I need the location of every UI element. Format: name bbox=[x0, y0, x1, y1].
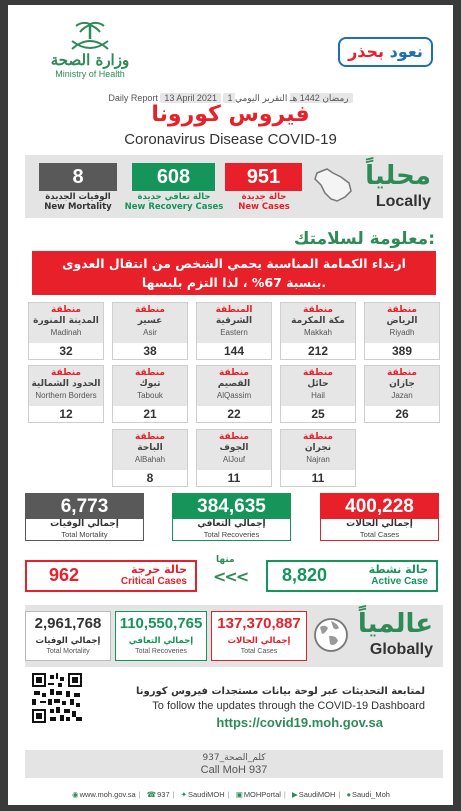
active-cases-label-ar: حالة نشطة bbox=[368, 563, 428, 576]
footer-contacts: ◉www.moh.gov.sa | ☎937 | ✦SaudiMOH | ▣MOHPortal | ▶SaudiMOH | ●Saudi_Moh bbox=[72, 790, 390, 799]
region-prefix: منطقة bbox=[387, 368, 417, 378]
footer-portal[interactable]: MOHPortal bbox=[243, 790, 281, 799]
region-name-en: AlBahah bbox=[134, 455, 166, 464]
page-title-ar: فيروس كورونا bbox=[151, 102, 310, 127]
region-header bbox=[197, 430, 271, 470]
total-recoveries-value: 384,635 bbox=[173, 494, 290, 519]
new-mortality-value: 8 bbox=[39, 163, 117, 191]
total-recoveries-box bbox=[172, 493, 291, 541]
region-card bbox=[280, 429, 356, 487]
region-name-ar: القصيم bbox=[217, 379, 251, 389]
globe-icon bbox=[311, 614, 351, 656]
region-name-en: Northern Borders bbox=[35, 391, 97, 400]
region-header bbox=[197, 366, 271, 406]
region-card bbox=[28, 302, 104, 360]
new-mortality-caption bbox=[29, 192, 127, 212]
critical-cases-label bbox=[121, 564, 187, 587]
region-name-ar: تبوك bbox=[139, 379, 161, 389]
new-mortality-label-en: New Mortality bbox=[44, 202, 112, 212]
safety-banner-line1: ارتداء الكمامة المناسبة يحمي الشخص من انتقال العدوى bbox=[62, 256, 406, 271]
twitter-icon: ✦ bbox=[180, 790, 187, 799]
region-name-ar: جازان bbox=[389, 379, 415, 389]
active-cases-value: 8,820 bbox=[282, 565, 328, 585]
region-prefix: المنطقة bbox=[215, 305, 253, 315]
total-cases-value: 400,228 bbox=[321, 494, 438, 519]
region-name-ar: حائل bbox=[307, 379, 329, 389]
call-text-en: Call MoH 937 bbox=[200, 764, 268, 776]
region-header bbox=[29, 366, 103, 406]
critical-cases-value: 962 bbox=[49, 565, 80, 585]
locally-title-en: Locally bbox=[375, 193, 431, 210]
global-cases-value: 137,370,887 bbox=[217, 615, 301, 632]
global-mortality-box bbox=[25, 611, 111, 661]
region-prefix: منطقة bbox=[51, 368, 81, 378]
region-value: 144 bbox=[223, 344, 245, 358]
qr-code-icon[interactable] bbox=[32, 673, 82, 723]
region-header bbox=[113, 303, 187, 343]
region-prefix: منطقة bbox=[219, 432, 249, 442]
region-card bbox=[196, 429, 272, 487]
new-cases-label-ar: حالة جديدة bbox=[241, 192, 287, 202]
total-cases-box bbox=[320, 493, 439, 541]
region-header bbox=[197, 303, 271, 343]
locally-title-ar: محلياً bbox=[365, 161, 431, 191]
region-card bbox=[364, 365, 440, 423]
region-value: 389 bbox=[391, 344, 413, 358]
region-card bbox=[280, 302, 356, 360]
region-value: 11 bbox=[311, 471, 325, 485]
total-mortality-box bbox=[25, 493, 144, 541]
region-header bbox=[365, 366, 439, 406]
dashboard-text-en: To follow the updates through the COVID-19 Dashboard bbox=[152, 700, 425, 712]
total-mortality-value: 6,773 bbox=[26, 494, 143, 519]
region-name-en: Eastern bbox=[220, 328, 248, 337]
global-recoveries-label-ar: إجمالي التعافي bbox=[128, 636, 194, 646]
snapchat-icon: ● bbox=[346, 790, 351, 799]
global-mortality-label-ar: إجمالي الوفيات bbox=[35, 636, 101, 646]
report-label-en: Daily Report bbox=[108, 93, 158, 103]
portal-icon: ▣ bbox=[235, 790, 243, 799]
region-prefix: منطقة bbox=[51, 305, 81, 315]
region-value: 8 bbox=[146, 471, 154, 485]
region-name-en: Hail bbox=[311, 391, 325, 400]
new-mortality-label-ar: الوفيات الجديدة bbox=[45, 192, 111, 202]
global-mortality-label-en: Total Mortality bbox=[46, 648, 90, 655]
campaign-word-1: نعود bbox=[389, 42, 423, 61]
safety-banner bbox=[32, 251, 436, 295]
global-recoveries-label-en: Total Recoveries bbox=[135, 648, 187, 655]
new-cases-label-en: New Cases bbox=[238, 202, 290, 212]
region-name-en: Jazan bbox=[391, 391, 413, 400]
region-value: 12 bbox=[59, 407, 73, 421]
global-cases-box bbox=[211, 611, 307, 661]
region-name-ar: الرياض bbox=[386, 316, 418, 326]
moh-logo bbox=[30, 19, 150, 89]
globally-title-en: Globally bbox=[369, 641, 433, 658]
total-mortality-label-en: Total Mortality bbox=[61, 530, 108, 539]
infographic-page bbox=[8, 5, 453, 805]
region-name-ar: عسير bbox=[137, 316, 163, 326]
page-title-en: Coronavirus Disease COVID-19 bbox=[124, 131, 337, 148]
local-stats-band bbox=[25, 155, 443, 218]
region-header bbox=[281, 303, 355, 343]
region-name-ar: الشرقية bbox=[215, 316, 253, 326]
global-recoveries-box bbox=[115, 611, 207, 661]
region-value: 25 bbox=[311, 407, 325, 421]
globally-title-ar: عالمياً bbox=[357, 609, 433, 639]
region-prefix: منطقة bbox=[135, 368, 165, 378]
region-value: 26 bbox=[395, 407, 409, 421]
new-recovery-caption bbox=[121, 192, 227, 212]
ministry-name-ar: وزارة الصحة bbox=[50, 51, 130, 69]
region-value: 22 bbox=[227, 407, 241, 421]
region-name-en: Riyadh bbox=[389, 328, 415, 337]
region-prefix: منطقة bbox=[135, 432, 165, 442]
arrows-indicator: <<< bbox=[213, 567, 248, 586]
new-recovery-label-en: New Recovery Cases bbox=[124, 202, 224, 212]
critical-cases-box bbox=[25, 560, 197, 592]
report-date: 13 April 2021 bbox=[160, 93, 221, 103]
new-cases-caption bbox=[221, 192, 307, 212]
footer-twitter[interactable]: SaudiMOH bbox=[187, 790, 225, 799]
region-name-ar: الباحة bbox=[137, 443, 163, 453]
campaign-logo bbox=[338, 37, 433, 67]
call-text-ar: كلم_الصحة_937 bbox=[202, 753, 266, 763]
footer-youtube[interactable]: SaudiMOH bbox=[298, 790, 336, 799]
report-hijri-date: 1 رمضان 1442 هـ bbox=[223, 93, 352, 103]
region-name-en: AlQassim bbox=[216, 391, 252, 400]
region-name-en: Najran bbox=[306, 455, 330, 464]
region-header bbox=[29, 303, 103, 343]
region-prefix: منطقة bbox=[303, 305, 333, 315]
region-name-ar: مكة المكرمة bbox=[291, 316, 345, 326]
total-cases-label-ar: إجمالي الحالات bbox=[346, 519, 413, 529]
global-stats-band bbox=[25, 605, 443, 667]
footer-snapchat[interactable]: Saudi_Moh bbox=[352, 790, 390, 799]
region-card bbox=[112, 429, 188, 487]
region-card bbox=[364, 302, 440, 360]
region-name-en: Makkah bbox=[303, 328, 332, 337]
region-header bbox=[113, 366, 187, 406]
region-value: 21 bbox=[143, 407, 157, 421]
phone-icon: ☎ bbox=[146, 790, 157, 799]
ministry-name-en: Ministry of Health bbox=[55, 69, 125, 79]
region-header bbox=[113, 430, 187, 470]
youtube-icon: ▶ bbox=[291, 790, 298, 799]
total-cases-label-en: Total Cases bbox=[359, 530, 400, 539]
critical-cases-label-en: Critical Cases bbox=[120, 576, 187, 587]
region-header bbox=[281, 430, 355, 470]
of-them-label: منها bbox=[216, 555, 235, 565]
global-recoveries-value: 110,550,765 bbox=[119, 615, 203, 632]
web-icon: ◉ bbox=[72, 790, 79, 799]
region-card bbox=[28, 365, 104, 423]
new-recovery-value: 608 bbox=[132, 163, 215, 191]
active-cases-box bbox=[266, 560, 438, 592]
campaign-word-2: بحذر bbox=[348, 42, 385, 61]
dashboard-text-ar: لمتابعة التحديثات عبر لوحة بيانات مستجدات فيروس كورونا bbox=[136, 686, 425, 697]
region-value: 38 bbox=[143, 344, 157, 358]
region-name-en: Asir bbox=[143, 328, 157, 337]
region-card bbox=[196, 365, 272, 423]
region-value: 212 bbox=[307, 344, 329, 358]
region-name-ar: الحدود الشمالية bbox=[31, 379, 101, 389]
total-mortality-label-ar: إجمالي الوفيات bbox=[50, 519, 119, 529]
critical-cases-label-ar: حالة حرجة bbox=[130, 563, 187, 576]
region-name-en: Madinah bbox=[50, 328, 82, 337]
region-prefix: منطقة bbox=[303, 432, 333, 442]
region-name-en: AlJouf bbox=[222, 455, 246, 464]
new-cases-value: 951 bbox=[225, 163, 302, 191]
region-name-ar: نجران bbox=[304, 443, 332, 453]
global-cases-label-en: Total Cases bbox=[240, 648, 278, 655]
call-band bbox=[25, 750, 443, 778]
region-value: 11 bbox=[227, 471, 241, 485]
region-header bbox=[281, 366, 355, 406]
new-recovery-label-ar: حالة تعافي جديدة bbox=[137, 192, 211, 202]
region-name-ar: الجوف bbox=[219, 443, 249, 453]
report-label-ar: التقرير اليومي bbox=[234, 93, 288, 103]
global-mortality-value: 2,961,768 bbox=[34, 615, 102, 632]
region-card bbox=[280, 365, 356, 423]
safety-banner-line2: بنسبة 67% ، لذا التزم بلبسها. bbox=[141, 275, 327, 290]
region-prefix: منطقة bbox=[219, 368, 249, 378]
footer-phone[interactable]: 937 bbox=[157, 790, 170, 799]
region-card bbox=[112, 302, 188, 360]
active-cases-label bbox=[369, 564, 428, 587]
dashboard-link[interactable]: https://covid19.moh.gov.sa bbox=[216, 715, 383, 730]
region-prefix: منطقة bbox=[135, 305, 165, 315]
total-recoveries-label-en: Total Recoveries bbox=[203, 530, 260, 539]
saudi-map-icon bbox=[311, 165, 355, 205]
region-name-ar: المدينة المنورة bbox=[33, 316, 99, 326]
safety-info-title: معلومة لسلامتك: bbox=[293, 229, 435, 249]
region-card bbox=[112, 365, 188, 423]
region-card bbox=[196, 302, 272, 360]
region-prefix: منطقة bbox=[303, 368, 333, 378]
total-recoveries-label-ar: إجمالي التعافي bbox=[197, 519, 266, 529]
region-name-en: Tabouk bbox=[137, 391, 163, 400]
region-value: 32 bbox=[59, 344, 73, 358]
active-cases-label-en: Active Case bbox=[371, 576, 428, 587]
region-header bbox=[365, 303, 439, 343]
footer-website[interactable]: www.moh.gov.sa bbox=[79, 790, 136, 799]
region-prefix: منطقة bbox=[387, 305, 417, 315]
global-cases-label-ar: إجمالي الحالات bbox=[227, 636, 291, 646]
palm-swords-icon bbox=[64, 19, 116, 53]
